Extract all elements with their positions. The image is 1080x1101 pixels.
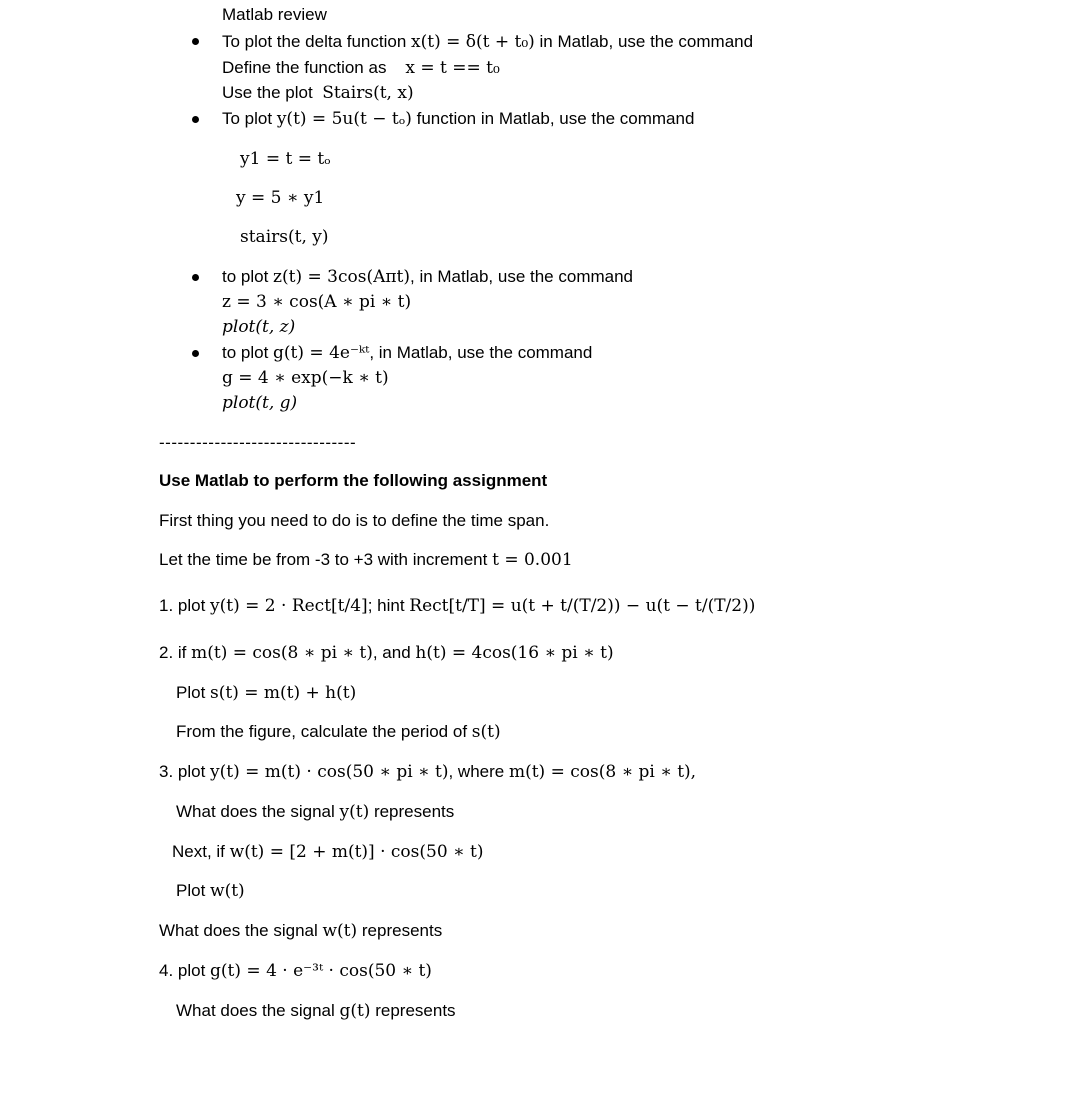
q4-label: 4. plot	[159, 961, 206, 980]
q3-math-m: m(t) = cos(8 ∗ pi ∗ t),	[508, 762, 697, 782]
q3-plot	[176, 880, 245, 902]
q1-hint-math: Rect[t/T] = u(t + t/(T/2)) − u(t − t/(T/2))	[409, 596, 756, 616]
code-line: y1 = t = tₒ	[240, 149, 331, 169]
review-item-2	[222, 108, 694, 130]
review-item-1-lead: To plot the delta function	[222, 32, 407, 51]
review-item-4-tail: , in Matlab, use the command	[369, 343, 593, 362]
q1-label: 1. plot	[159, 596, 206, 615]
q3-what-2-math: w(t)	[322, 921, 358, 941]
q4-what	[176, 1000, 456, 1022]
bullet-icon	[192, 350, 199, 357]
step-function-math: y(t) = 5u(t − tₒ)	[276, 109, 412, 129]
code-line: plot(t, g)	[222, 393, 298, 413]
review-title: Matlab review	[222, 5, 327, 24]
q2-math-h: h(t) = 4cos(16 ∗ pi ∗ t)	[415, 643, 614, 663]
q3-what-1	[176, 801, 454, 823]
intro-text: Let the time be from -3 to +3 with increment	[159, 550, 488, 569]
review-item-1-tail: in Matlab, use the command	[534, 32, 754, 51]
q3-plot-math: w(t)	[210, 881, 245, 901]
intro-line-1: First thing you need to do is to define the time span.	[159, 511, 550, 530]
q3-what-1-text: What does the signal	[176, 802, 335, 821]
define-label: Define the function as	[222, 58, 387, 77]
question-4	[159, 960, 432, 982]
assignment-heading: Use Matlab to perform the following assignment	[159, 471, 548, 490]
review-item-4-lead: to plot	[222, 343, 269, 362]
q4-what-text: What does the signal	[176, 1001, 335, 1020]
review-item-2-tail: function in Matlab, use the command	[411, 109, 695, 128]
bullet-icon	[192, 116, 199, 123]
code-line: z = 3 ∗ cos(A ∗ pi ∗ t)	[222, 292, 412, 312]
q3-label: 3. plot	[159, 762, 206, 781]
q3-plot-label: Plot	[176, 881, 206, 900]
q3-represents-1: represents	[373, 802, 455, 821]
q3-what-2	[159, 920, 442, 942]
q3-where: , where	[448, 762, 505, 781]
code-line: stairs(t, y)	[240, 227, 329, 247]
review-item-1-define	[222, 57, 500, 79]
code-line: g = 4 ∗ exp(−k ∗ t)	[222, 368, 389, 388]
q2-calc-text: From the figure, calculate the period of	[176, 722, 468, 741]
q4-represents: represents	[375, 1001, 456, 1020]
q3-next-text: Next, if	[172, 842, 225, 861]
q3-math-y: y(t) = m(t) · cos(50 ∗ pi ∗ t)	[210, 762, 449, 782]
q2-label: 2. if	[159, 643, 187, 662]
review-item-3	[222, 266, 633, 288]
use-math: Stairs(t, x)	[322, 83, 414, 103]
q4-math: g(t) = 4 · e⁻³ᵗ · cos(50 ∗ t)	[210, 961, 432, 981]
question-1	[159, 595, 755, 617]
q3-next	[172, 841, 483, 863]
question-3	[159, 761, 696, 783]
q2-and: , and	[372, 643, 411, 662]
q3-represents-2: represents	[361, 921, 443, 940]
bullet-icon	[192, 274, 199, 281]
review-item-1	[222, 31, 753, 53]
code-line: plot(t, z)	[222, 317, 296, 337]
q3-next-math: w(t) = [2 + m(t)] · cos(50 ∗ t)	[229, 842, 484, 862]
increment-math: t = 0.001	[492, 550, 573, 570]
q3-what-2-text: What does the signal	[159, 921, 318, 940]
review-item-3-lead: to plot	[222, 267, 269, 286]
review-item-3-tail: , in Matlab, use the command	[410, 267, 634, 286]
q2-plot-math: s(t) = m(t) + h(t)	[210, 683, 357, 703]
exp-function-math: g(t) = 4e⁻ᵏᵗ	[273, 343, 370, 363]
use-label: Use the plot	[222, 83, 313, 102]
review-item-1-use	[222, 82, 414, 104]
q2-math-m: m(t) = cos(8 ∗ pi ∗ t)	[191, 643, 373, 663]
dash-divider: --------------------------------	[159, 433, 357, 452]
bullet-icon	[192, 38, 199, 45]
question-2	[159, 642, 614, 664]
q1-math: y(t) = 2 · Rect[t/4]	[210, 596, 368, 616]
review-item-2-lead: To plot	[222, 109, 273, 128]
intro-line-2	[159, 549, 573, 571]
q2-plot-label: Plot	[176, 683, 206, 702]
q2-plot	[176, 682, 356, 704]
q1-hint: ; hint	[367, 596, 405, 615]
q4-what-math: g(t)	[339, 1001, 371, 1021]
q3-what-1-math: y(t)	[339, 802, 370, 822]
q2-calc-math: s(t)	[471, 722, 501, 742]
define-math: x = t == t₀	[405, 58, 500, 78]
delta-function-math: x(t) = δ(t + t₀)	[411, 32, 535, 52]
code-line: y = 5 ∗ y1	[236, 188, 325, 208]
q2-calc	[176, 721, 501, 743]
cos-function-math: z(t) = 3cos(Aπt)	[273, 267, 410, 287]
review-item-4	[222, 342, 592, 364]
